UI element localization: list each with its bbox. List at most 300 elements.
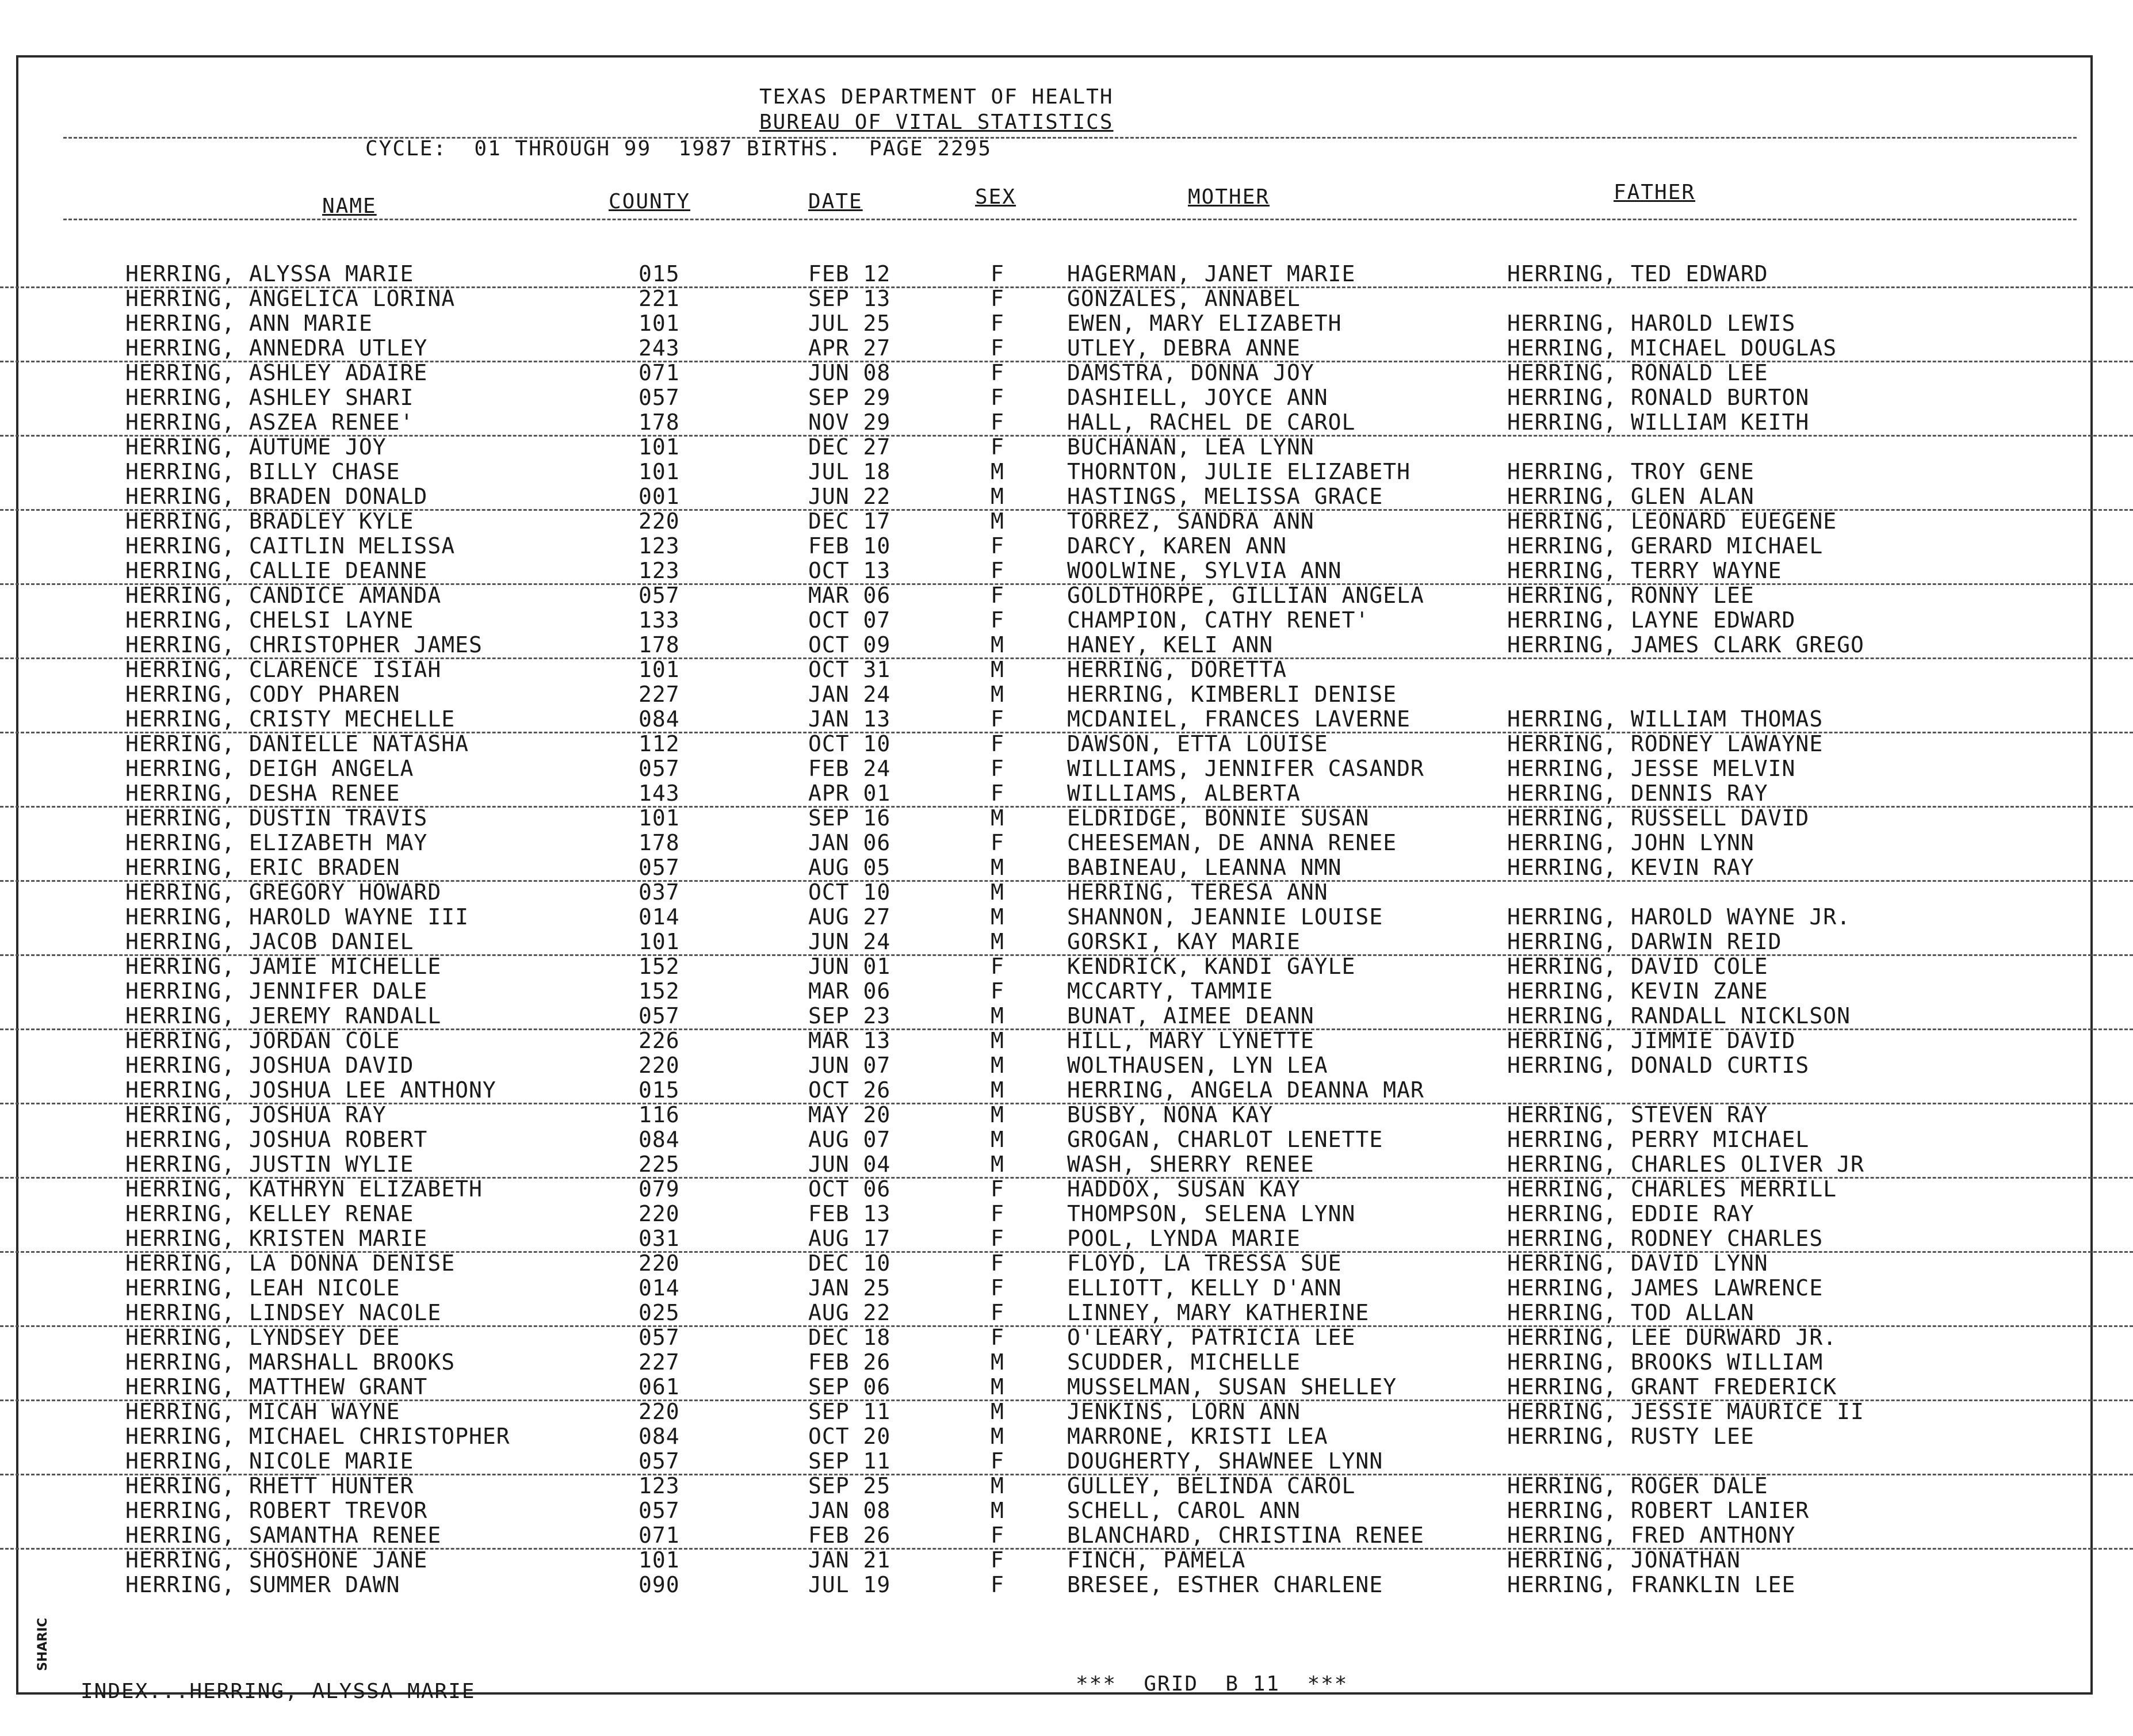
record-sex: F	[991, 1325, 1004, 1350]
record-date: OCT 13	[808, 558, 891, 583]
record-date: FEB 24	[808, 756, 891, 781]
record-county: 090	[639, 1572, 680, 1597]
record-county: 057	[639, 1003, 680, 1028]
record-sex: F	[991, 1275, 1004, 1301]
list-item	[0, 1202, 2133, 1226]
list-item	[0, 1424, 2133, 1449]
record-mother: BUNAT, AIMEE DEANN	[1067, 1003, 1314, 1028]
list-item	[0, 905, 2133, 930]
record-name: HERRING, BILLY CHASE	[125, 459, 400, 484]
list-item	[0, 435, 2133, 460]
record-sex: F	[991, 1572, 1004, 1597]
record-date: SEP 06	[808, 1374, 891, 1399]
record-county: 014	[639, 1275, 680, 1301]
column-header-date: DATE	[808, 190, 863, 213]
record-mother: THOMPSON, SELENA LYNN	[1067, 1201, 1356, 1226]
record-county: 227	[639, 1349, 680, 1375]
record-date: APR 01	[808, 781, 891, 806]
record-mother: BUSBY, NONA KAY	[1067, 1102, 1274, 1127]
record-county: 101	[639, 459, 680, 484]
record-name: HERRING, CAITLIN MELISSA	[125, 533, 456, 559]
record-name: HERRING, DUSTIN TRAVIS	[125, 805, 428, 831]
record-sex: M	[991, 1077, 1004, 1103]
record-county: 123	[639, 558, 680, 583]
record-mother: HERRING, DORETTA	[1067, 657, 1287, 682]
record-sex: F	[991, 731, 1004, 756]
record-mother: BUCHANAN, LEA LYNN	[1067, 434, 1314, 460]
list-item	[0, 633, 2133, 659]
record-name: HERRING, CANDICE AMANDA	[125, 583, 442, 608]
record-mother: MUSSELMAN, SUSAN SHELLEY	[1067, 1374, 1397, 1399]
record-name: HERRING, MICAH WAYNE	[125, 1399, 400, 1424]
record-mother: LINNEY, MARY KATHERINE	[1067, 1300, 1370, 1325]
record-mother: HADDOX, SUSAN KAY	[1067, 1176, 1301, 1202]
record-sex: M	[991, 1374, 1004, 1399]
record-county: 220	[639, 1399, 680, 1424]
record-date: JAN 13	[808, 706, 891, 732]
record-father: HERRING, GERARD MICHAEL	[1507, 533, 1824, 559]
record-mother: GULLEY, BELINDA CAROL	[1067, 1473, 1356, 1498]
list-item	[0, 1053, 2133, 1078]
record-county: 101	[639, 311, 680, 336]
record-sex: M	[991, 1028, 1004, 1053]
record-mother: CHAMPION, CATHY RENET'	[1067, 607, 1370, 633]
record-father: HERRING, HAROLD WAYNE JR.	[1507, 904, 1851, 930]
record-name: HERRING, KELLEY RENAE	[125, 1201, 414, 1226]
record-father: HERRING, RANDALL NICKLSON	[1507, 1003, 1851, 1028]
record-name: HERRING, DEIGH ANGELA	[125, 756, 414, 781]
list-item	[0, 509, 2133, 534]
record-mother: DAWSON, ETTA LOUISE	[1067, 731, 1328, 756]
record-date: NOV 29	[808, 410, 891, 435]
list-item	[0, 583, 2133, 608]
header-department: TEXAS DEPARTMENT OF HEALTH	[759, 85, 1114, 109]
record-county: 084	[639, 1127, 680, 1152]
list-item	[0, 1226, 2133, 1253]
record-sex: M	[991, 657, 1004, 682]
record-name: HERRING, ELIZABETH MAY	[125, 830, 428, 855]
record-mother: DOUGHERTY, SHAWNEE LYNN	[1067, 1448, 1383, 1474]
record-county: 101	[639, 434, 680, 460]
record-name: HERRING, SHOSHONE JANE	[125, 1547, 428, 1573]
record-name: HERRING, JENNIFER DALE	[125, 978, 428, 1004]
record-father: HERRING, WILLIAM KEITH	[1507, 410, 1810, 435]
record-mother: BLANCHARD, CHRISTINA RENEE	[1067, 1523, 1424, 1548]
record-mother: FLOYD, LA TRESSA SUE	[1067, 1251, 1342, 1276]
record-father: HERRING, ROGER DALE	[1507, 1473, 1768, 1498]
record-father: HERRING, JOHN LYNN	[1507, 830, 1754, 855]
record-father: HERRING, DENNIS RAY	[1507, 781, 1768, 806]
record-mother: CHEESEMAN, DE ANNA RENEE	[1067, 830, 1397, 855]
record-mother: UTLEY, DEBRA ANNE	[1067, 335, 1301, 361]
record-mother: HASTINGS, MELISSA GRACE	[1067, 484, 1383, 509]
record-mother: JENKINS, LORN ANN	[1067, 1399, 1301, 1424]
list-item	[0, 608, 2133, 633]
record-father: HERRING, CHARLES MERRILL	[1507, 1176, 1837, 1202]
record-name: HERRING, DANIELLE NATASHA	[125, 731, 469, 756]
record-father: HERRING, WILLIAM THOMAS	[1507, 706, 1824, 732]
record-father: HERRING, TROY GENE	[1507, 459, 1754, 484]
record-mother: HERRING, KIMBERLI DENISE	[1067, 682, 1397, 707]
record-date: OCT 09	[808, 632, 891, 657]
record-county: 133	[639, 607, 680, 633]
record-mother: POOL, LYNDA MARIE	[1067, 1226, 1301, 1251]
record-sex: M	[991, 1473, 1004, 1498]
record-father: HERRING, STEVEN RAY	[1507, 1102, 1768, 1127]
record-name: HERRING, JOSHUA ROBERT	[125, 1127, 428, 1152]
record-date: JUL 18	[808, 459, 891, 484]
column-header-divider	[63, 219, 2077, 220]
list-item	[0, 930, 2133, 956]
record-date: APR 27	[808, 335, 891, 361]
record-name: HERRING, BRADLEY KYLE	[125, 508, 414, 534]
record-mother: HANEY, KELI ANN	[1067, 632, 1274, 657]
record-county: 101	[639, 657, 680, 682]
list-item	[0, 1325, 2133, 1350]
list-item	[0, 1177, 2133, 1202]
record-name: HERRING, JOSHUA LEE ANTHONY	[125, 1077, 496, 1103]
list-item	[0, 954, 2133, 979]
list-item	[0, 336, 2133, 362]
record-sex: M	[991, 929, 1004, 954]
list-item	[0, 855, 2133, 882]
record-name: HERRING, BRADEN DONALD	[125, 484, 428, 509]
record-sex: M	[991, 904, 1004, 930]
record-father: HERRING, JESSE MELVIN	[1507, 756, 1796, 781]
record-county: 061	[639, 1374, 680, 1399]
record-date: DEC 27	[808, 434, 891, 460]
record-mother: DASHIELL, JOYCE ANN	[1067, 385, 1328, 410]
record-name: HERRING, JAMIE MICHELLE	[125, 954, 442, 979]
record-date: FEB 26	[808, 1349, 891, 1375]
list-item	[0, 1375, 2133, 1401]
record-county: 084	[639, 706, 680, 732]
record-father: HERRING, EDDIE RAY	[1507, 1201, 1754, 1226]
record-date: AUG 05	[808, 855, 891, 880]
record-date: SEP 11	[808, 1448, 891, 1474]
record-sex: M	[991, 1053, 1004, 1078]
record-date: DEC 10	[808, 1251, 891, 1276]
record-sex: M	[991, 508, 1004, 534]
record-mother: ELDRIDGE, BONNIE SUSAN	[1067, 805, 1370, 831]
record-mother: MCDANIEL, FRANCES LAVERNE	[1067, 706, 1410, 732]
list-item	[0, 1548, 2133, 1573]
record-father: HERRING, DONALD CURTIS	[1507, 1053, 1810, 1078]
record-date: JAN 08	[808, 1498, 891, 1523]
list-item	[0, 460, 2133, 484]
record-date: AUG 07	[808, 1127, 891, 1152]
record-name: HERRING, CHRISTOPHER JAMES	[125, 632, 483, 657]
record-father: HERRING, RUSSELL DAVID	[1507, 805, 1810, 831]
record-father: HERRING, KEVIN RAY	[1507, 855, 1754, 880]
record-father: HERRING, JIMMIE DAVID	[1507, 1028, 1796, 1053]
record-sex: F	[991, 434, 1004, 460]
record-name: HERRING, NICOLE MARIE	[125, 1448, 414, 1474]
record-county: 101	[639, 805, 680, 831]
record-father: HERRING, RODNEY LAWAYNE	[1507, 731, 1824, 756]
record-date: DEC 17	[808, 508, 891, 534]
list-item	[0, 1399, 2133, 1424]
record-father: HERRING, RONALD LEE	[1507, 360, 1768, 385]
record-county: 071	[639, 360, 680, 385]
record-date: JAN 21	[808, 1547, 891, 1573]
list-item	[0, 1523, 2133, 1550]
record-county: 057	[639, 756, 680, 781]
list-item	[0, 262, 2133, 288]
record-sex: M	[991, 1349, 1004, 1375]
column-header-sex: SEX	[975, 185, 1016, 209]
record-name: HERRING, SUMMER DAWN	[125, 1572, 400, 1597]
record-mother: TORREZ, SANDRA ANN	[1067, 508, 1314, 534]
record-name: HERRING, KRISTEN MARIE	[125, 1226, 428, 1251]
list-item	[0, 1301, 2133, 1327]
record-county: 227	[639, 682, 680, 707]
record-date: SEP 23	[808, 1003, 891, 1028]
record-father: HERRING, MICHAEL DOUGLAS	[1507, 335, 1837, 361]
header-cycle: CYCLE: 01 THROUGH 99 1987 BIRTHS. PAGE 2295	[365, 137, 992, 160]
record-county: 123	[639, 533, 680, 559]
record-father: HERRING, HAROLD LEWIS	[1507, 311, 1796, 336]
record-county: 071	[639, 1523, 680, 1548]
record-mother: THORNTON, JULIE ELIZABETH	[1067, 459, 1410, 484]
record-county: 243	[639, 335, 680, 361]
record-mother: WILLIAMS, ALBERTA	[1067, 781, 1301, 806]
index-label: INDEX...HERRING, ALYSSA MARIE	[81, 1680, 476, 1703]
record-name: HERRING, GREGORY HOWARD	[125, 880, 442, 905]
record-name: HERRING, DESHA RENEE	[125, 781, 400, 806]
record-date: JUN 22	[808, 484, 891, 509]
record-date: MAR 13	[808, 1028, 891, 1053]
record-father: HERRING, LEE DURWARD JR.	[1507, 1325, 1837, 1350]
record-county: 001	[639, 484, 680, 509]
record-sex: M	[991, 1399, 1004, 1424]
list-item	[0, 979, 2133, 1004]
record-mother: GROGAN, CHARLOT LENETTE	[1067, 1127, 1383, 1152]
record-mother: WOOLWINE, SYLVIA ANN	[1067, 558, 1342, 583]
record-sex: F	[991, 335, 1004, 361]
record-name: HERRING, JOSHUA DAVID	[125, 1053, 414, 1078]
record-name: HERRING, MICHAEL CHRISTOPHER	[125, 1424, 510, 1449]
record-name: HERRING, ANN MARIE	[125, 311, 373, 336]
record-father: HERRING, PERRY MICHAEL	[1507, 1127, 1810, 1152]
record-date: MAY 20	[808, 1102, 891, 1127]
record-father: HERRING, DAVID COLE	[1507, 954, 1768, 979]
record-date: FEB 13	[808, 1201, 891, 1226]
record-sex: M	[991, 1003, 1004, 1028]
record-sex: F	[991, 311, 1004, 336]
list-item	[0, 1127, 2133, 1152]
record-county: 220	[639, 1201, 680, 1226]
record-father: HERRING, LEONARD EUEGENE	[1507, 508, 1837, 534]
list-item	[0, 385, 2133, 410]
record-name: HERRING, ALYSSA MARIE	[125, 261, 414, 286]
record-father: HERRING, JAMES LAWRENCE	[1507, 1275, 1824, 1301]
header-bureau: BUREAU OF VITAL STATISTICS	[759, 110, 1114, 134]
record-county: 025	[639, 1300, 680, 1325]
list-item	[0, 361, 2133, 385]
list-item	[0, 1449, 2133, 1475]
record-father: HERRING, BROOKS WILLIAM	[1507, 1349, 1824, 1375]
record-sex: F	[991, 360, 1004, 385]
record-father: HERRING, FRANKLIN LEE	[1507, 1572, 1796, 1597]
record-father: HERRING, TOD ALLAN	[1507, 1300, 1754, 1325]
record-sex: F	[991, 1251, 1004, 1276]
record-father: HERRING, TED EDWARD	[1507, 261, 1768, 286]
record-county: 079	[639, 1176, 680, 1202]
record-name: HERRING, ASZEA RENEE'	[125, 410, 414, 435]
record-date: SEP 16	[808, 805, 891, 831]
list-item	[0, 1152, 2133, 1179]
record-county: 220	[639, 1053, 680, 1078]
record-date: OCT 26	[808, 1077, 891, 1103]
record-father: HERRING, RONNY LEE	[1507, 583, 1754, 608]
record-father: HERRING, CHARLES OLIVER JR	[1507, 1152, 1864, 1177]
record-county: 178	[639, 830, 680, 855]
record-father: HERRING, FRED ANTHONY	[1507, 1523, 1796, 1548]
record-county: 152	[639, 978, 680, 1004]
list-item	[0, 1251, 2133, 1276]
record-sex: M	[991, 484, 1004, 509]
record-sex: M	[991, 1152, 1004, 1177]
record-mother: SHANNON, JEANNIE LOUISE	[1067, 904, 1383, 930]
list-item	[0, 1498, 2133, 1523]
record-date: OCT 31	[808, 657, 891, 682]
record-sex: F	[991, 1547, 1004, 1573]
record-sex: F	[991, 830, 1004, 855]
record-name: HERRING, HAROLD WAYNE III	[125, 904, 469, 930]
record-sex: F	[991, 261, 1004, 286]
record-sex: F	[991, 781, 1004, 806]
record-date: SEP 29	[808, 385, 891, 410]
column-header-name: NAME	[322, 194, 377, 218]
record-name: HERRING, RHETT HUNTER	[125, 1473, 414, 1498]
list-item	[0, 756, 2133, 781]
record-name: HERRING, JORDAN COLE	[125, 1028, 400, 1053]
record-sex: M	[991, 682, 1004, 707]
record-name: HERRING, LEAH NICOLE	[125, 1275, 400, 1301]
record-date: OCT 10	[808, 731, 891, 756]
record-sex: F	[991, 286, 1004, 311]
record-name: HERRING, ASHLEY ADAIRE	[125, 360, 428, 385]
record-sex: M	[991, 1102, 1004, 1127]
record-date: OCT 07	[808, 607, 891, 633]
list-item	[0, 1078, 2133, 1104]
record-date: JUN 04	[808, 1152, 891, 1177]
record-name: HERRING, MARSHALL BROOKS	[125, 1349, 456, 1375]
record-county: 143	[639, 781, 680, 806]
record-county: 178	[639, 632, 680, 657]
list-item	[0, 1004, 2133, 1030]
record-father: HERRING, DAVID LYNN	[1507, 1251, 1768, 1276]
column-header-father: FATHER	[1614, 181, 1696, 204]
record-county: 178	[639, 410, 680, 435]
record-mother: BABINEAU, LEANNA NMN	[1067, 855, 1342, 880]
record-date: OCT 10	[808, 880, 891, 905]
record-mother: DAMSTRA, DONNA JOY	[1067, 360, 1314, 385]
record-name: HERRING, ANNEDRA UTLEY	[125, 335, 428, 361]
record-sex: M	[991, 459, 1004, 484]
record-county: 220	[639, 508, 680, 534]
list-item	[0, 1350, 2133, 1375]
record-date: FEB 12	[808, 261, 891, 286]
record-mother: BRESEE, ESTHER CHARLENE	[1067, 1572, 1383, 1597]
list-item	[0, 1474, 2133, 1498]
record-father: HERRING, GRANT FREDERICK	[1507, 1374, 1837, 1399]
record-county: 101	[639, 1547, 680, 1573]
record-name: HERRING, ROBERT TREVOR	[125, 1498, 428, 1523]
record-name: HERRING, AUTUME JOY	[125, 434, 387, 460]
list-item	[0, 534, 2133, 559]
record-date: FEB 26	[808, 1523, 891, 1548]
record-sex: M	[991, 632, 1004, 657]
record-sex: F	[991, 1448, 1004, 1474]
record-mother: DARCY, KAREN ANN	[1067, 533, 1287, 559]
record-mother: SCHELL, CAROL ANN	[1067, 1498, 1301, 1523]
record-name: HERRING, ERIC BRADEN	[125, 855, 400, 880]
record-father: HERRING, DARWIN REID	[1507, 929, 1782, 954]
list-item	[0, 880, 2133, 905]
record-county: 221	[639, 286, 680, 311]
record-name: HERRING, MATTHEW GRANT	[125, 1374, 428, 1399]
record-date: JUL 25	[808, 311, 891, 336]
record-father: HERRING, RONALD BURTON	[1507, 385, 1810, 410]
record-county: 015	[639, 261, 680, 286]
column-header-mother: MOTHER	[1188, 185, 1270, 209]
record-sex: F	[991, 583, 1004, 608]
record-sex: F	[991, 1176, 1004, 1202]
record-name: HERRING, LINDSEY NACOLE	[125, 1300, 442, 1325]
list-item	[0, 707, 2133, 733]
record-county: 101	[639, 929, 680, 954]
record-date: JUN 08	[808, 360, 891, 385]
record-mother: WOLTHAUSEN, LYN LEA	[1067, 1053, 1328, 1078]
record-mother: GOLDTHORPE, GILLIAN ANGELA	[1067, 583, 1424, 608]
record-name: HERRING, JACOB DANIEL	[125, 929, 414, 954]
record-sex: M	[991, 855, 1004, 880]
record-name: HERRING, LA DONNA DENISE	[125, 1251, 456, 1276]
list-item	[0, 806, 2133, 831]
record-name: HERRING, ANGELICA LORINA	[125, 286, 456, 311]
record-sex: F	[991, 954, 1004, 979]
record-name: HERRING, CHELSI LAYNE	[125, 607, 414, 633]
record-sex: F	[991, 385, 1004, 410]
record-county: 057	[639, 1325, 680, 1350]
record-father: HERRING, JESSIE MAURICE II	[1507, 1399, 1864, 1424]
record-county: 037	[639, 880, 680, 905]
list-item	[0, 831, 2133, 855]
record-name: HERRING, CODY PHAREN	[125, 682, 400, 707]
record-mother: HALL, RACHEL DE CAROL	[1067, 410, 1356, 435]
record-name: HERRING, LYNDSEY DEE	[125, 1325, 400, 1350]
record-sex: F	[991, 1201, 1004, 1226]
record-sex: F	[991, 558, 1004, 583]
record-father: HERRING, JONATHAN	[1507, 1547, 1741, 1573]
record-date: JUN 24	[808, 929, 891, 954]
record-county: 084	[639, 1424, 680, 1449]
record-sex: F	[991, 1523, 1004, 1548]
list-item	[0, 1028, 2133, 1053]
list-item	[0, 682, 2133, 707]
record-county: 057	[639, 385, 680, 410]
record-sex: F	[991, 1226, 1004, 1251]
record-date: SEP 11	[808, 1399, 891, 1424]
record-father: HERRING, GLEN ALAN	[1507, 484, 1754, 509]
record-mother: MARRONE, KRISTI LEA	[1067, 1424, 1328, 1449]
record-county: 123	[639, 1473, 680, 1498]
record-mother: HERRING, TERESA ANN	[1067, 880, 1328, 905]
record-father: HERRING, KEVIN ZANE	[1507, 978, 1768, 1004]
record-date: DEC 18	[808, 1325, 891, 1350]
